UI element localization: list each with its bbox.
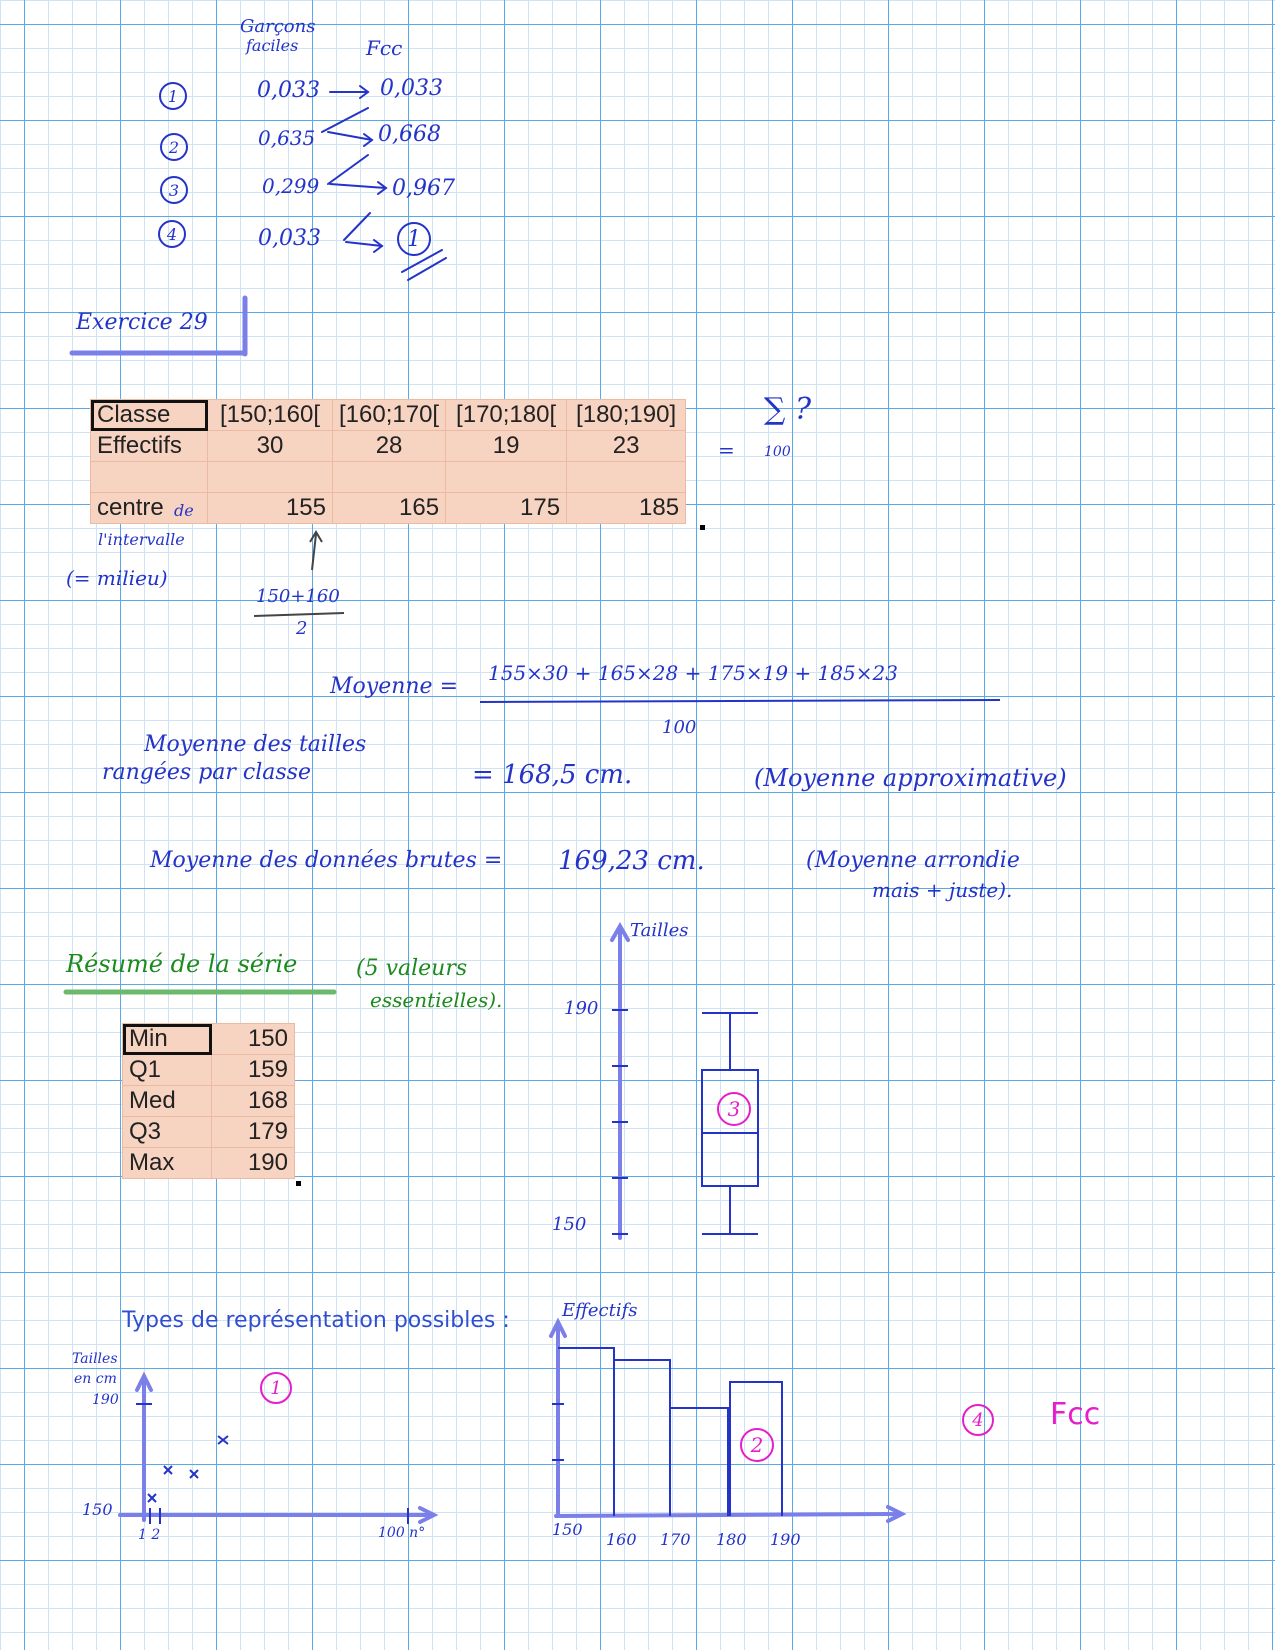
exercise-bracket — [72, 298, 245, 354]
boxplot-axis-label: Tailles — [630, 920, 689, 941]
sum-value: 100 — [764, 444, 791, 460]
resume-note-2: essentielles). — [370, 988, 503, 1012]
scatter-axes — [120, 1376, 434, 1522]
scatter-point — [164, 1466, 172, 1474]
resume-note-1: (5 valeurs — [356, 956, 468, 981]
cell-class-1[interactable]: [150;160[ — [208, 400, 333, 431]
freq-4: 0,033 — [258, 226, 321, 251]
marker-4: 4 — [962, 1404, 994, 1436]
cell-class-2[interactable]: [160;170[ — [333, 400, 446, 431]
stat-value[interactable]: 150 — [212, 1024, 295, 1055]
histo-xtick-160: 160 — [606, 1530, 637, 1549]
row-number-1: 1 — [159, 82, 187, 110]
sum-symbol: ∑ ? — [764, 392, 812, 427]
cell-effectifs-label[interactable]: Effectifs — [91, 431, 208, 462]
fcc-arrows — [322, 86, 446, 280]
scatter-point — [190, 1470, 198, 1478]
scatter-x-end: 100 n° — [378, 1525, 426, 1541]
row-number-3: 3 — [160, 176, 188, 204]
stat-label[interactable]: Max — [123, 1148, 212, 1179]
sum-equals: = — [718, 438, 735, 462]
centre-calc-arrow — [254, 532, 344, 616]
histo-xtick-150: 150 — [552, 1520, 583, 1539]
arrow-line — [328, 155, 368, 184]
fcc-header: Fcc — [366, 36, 403, 60]
stat-value[interactable]: 190 — [212, 1148, 295, 1179]
arrow-line — [330, 184, 386, 188]
brutes-value: 169,23 cm. — [558, 846, 705, 876]
stat-label[interactable]: Q3 — [123, 1117, 212, 1148]
boxplot-shape — [702, 1013, 758, 1234]
marker-2: 2 — [740, 1428, 774, 1462]
scatter-ylabel-2: en cm — [74, 1371, 117, 1387]
cell-centre-3[interactable]: 175 — [446, 493, 567, 524]
scatter-point — [148, 1494, 156, 1502]
stat-value[interactable]: 159 — [212, 1055, 295, 1086]
types-heading: Types de représentation possibles : — [122, 1308, 510, 1333]
row-number-4: 4 — [158, 220, 186, 248]
centre-intervalle-note: l'intervalle — [98, 530, 185, 549]
histo-axes — [551, 1322, 902, 1521]
scatter-xticks: 1 2 — [138, 1527, 161, 1543]
stat-label[interactable]: Q1 — [123, 1055, 212, 1086]
brutes-note-1: (Moyenne arrondie — [806, 848, 1020, 873]
freq-2: 0,635 — [258, 126, 316, 150]
moyenne-fraction — [480, 700, 1000, 702]
histo-bar-170-180 — [670, 1408, 728, 1516]
underline-stroke — [402, 250, 442, 272]
centre-calc-denominator: 2 — [296, 618, 308, 639]
stat-value[interactable]: 168 — [212, 1086, 295, 1117]
stat-label[interactable]: Min — [123, 1024, 212, 1055]
histo-ylabel: Effectifs — [562, 1300, 638, 1321]
histo-bar-180-190 — [730, 1382, 782, 1516]
histo-bar-160-170 — [614, 1360, 670, 1516]
histo-bar-150-160 — [558, 1348, 614, 1516]
fcc-4-circled: 1 — [397, 222, 431, 256]
fcc-2: 0,668 — [378, 122, 441, 147]
row-number-2: 2 — [160, 133, 188, 161]
scatter-ytick-190: 190 — [92, 1392, 119, 1408]
scatter-ytick-150: 150 — [82, 1500, 113, 1519]
scatter-ticks — [136, 1404, 408, 1524]
milieu-note: (= milieu) — [66, 566, 168, 590]
fcc-3: 0,967 — [392, 176, 455, 201]
classes-label-1: Moyenne des tailles — [144, 732, 367, 757]
cell-centre-4[interactable]: 185 — [567, 493, 686, 524]
brutes-label: Moyenne des données brutes = — [150, 848, 503, 873]
cell-effectif-1[interactable]: 30 — [208, 431, 333, 462]
centre-de-note: de — [174, 501, 194, 520]
histo-xtick-190: 190 — [770, 1530, 801, 1549]
arrow-line — [322, 108, 368, 132]
histo-xtick-170: 170 — [660, 1530, 691, 1549]
fraction-bar — [254, 613, 344, 616]
classes-label-2: rangées par classe — [102, 760, 311, 785]
boxplot-tick-150: 150 — [552, 1214, 587, 1235]
centre-calc-numerator: 150+160 — [256, 586, 340, 607]
marker-1: 1 — [260, 1372, 292, 1404]
moyenne-label: Moyenne = — [330, 674, 459, 699]
scatter-points — [148, 1436, 228, 1502]
freq-1: 0,033 — [257, 78, 320, 103]
brutes-note-2: mais + juste). — [872, 878, 1013, 902]
cell-class-3[interactable]: [170;180[ — [446, 400, 567, 431]
exercise-title: Exercice 29 — [76, 310, 208, 335]
underline-stroke — [408, 258, 446, 280]
boxplot-tick-190: 190 — [564, 998, 599, 1019]
cell-centre-label[interactable]: centre — [91, 493, 208, 524]
cell-class-4[interactable]: [180;190] — [567, 400, 686, 431]
classes-note: (Moyenne approximative) — [754, 764, 1067, 792]
boxplot-axis — [612, 926, 628, 1238]
resume-title: Résumé de la série — [66, 950, 298, 978]
fcc-1: 0,033 — [380, 76, 443, 101]
boxplot-marker-3: 3 — [717, 1092, 751, 1126]
garcons-heading: Garçons — [240, 16, 316, 37]
arrow-line — [344, 213, 370, 240]
fraction-bar — [480, 700, 1000, 702]
moyenne-denominator: 100 — [662, 717, 697, 738]
box-q1-q3 — [702, 1070, 758, 1186]
classes-value: = 168,5 cm. — [472, 760, 633, 790]
freq-3: 0,299 — [262, 174, 320, 198]
cell-classe-header[interactable]: Classe — [91, 400, 208, 431]
stat-value[interactable]: 179 — [212, 1117, 295, 1148]
cell-effectif-4[interactable]: 23 — [567, 431, 686, 462]
faciles-heading: faciles — [246, 36, 299, 55]
moyenne-numerator: 155×30 + 165×28 + 175×19 + 185×23 — [488, 661, 898, 685]
cell-centre-1[interactable]: 155 — [208, 493, 333, 524]
scatter-point — [218, 1436, 228, 1444]
histo-xtick-180: 180 — [716, 1530, 747, 1549]
fcc-label: Fcc — [1050, 1397, 1101, 1432]
stat-label[interactable]: Med — [123, 1086, 212, 1117]
cell-effectif-2[interactable]: 28 — [333, 431, 446, 462]
histogram-bars — [552, 1348, 782, 1516]
cell-effectif-3[interactable]: 19 — [446, 431, 567, 462]
scatter-ylabel-1: Tailles — [72, 1351, 118, 1367]
cell-centre-2[interactable]: 165 — [333, 493, 446, 524]
